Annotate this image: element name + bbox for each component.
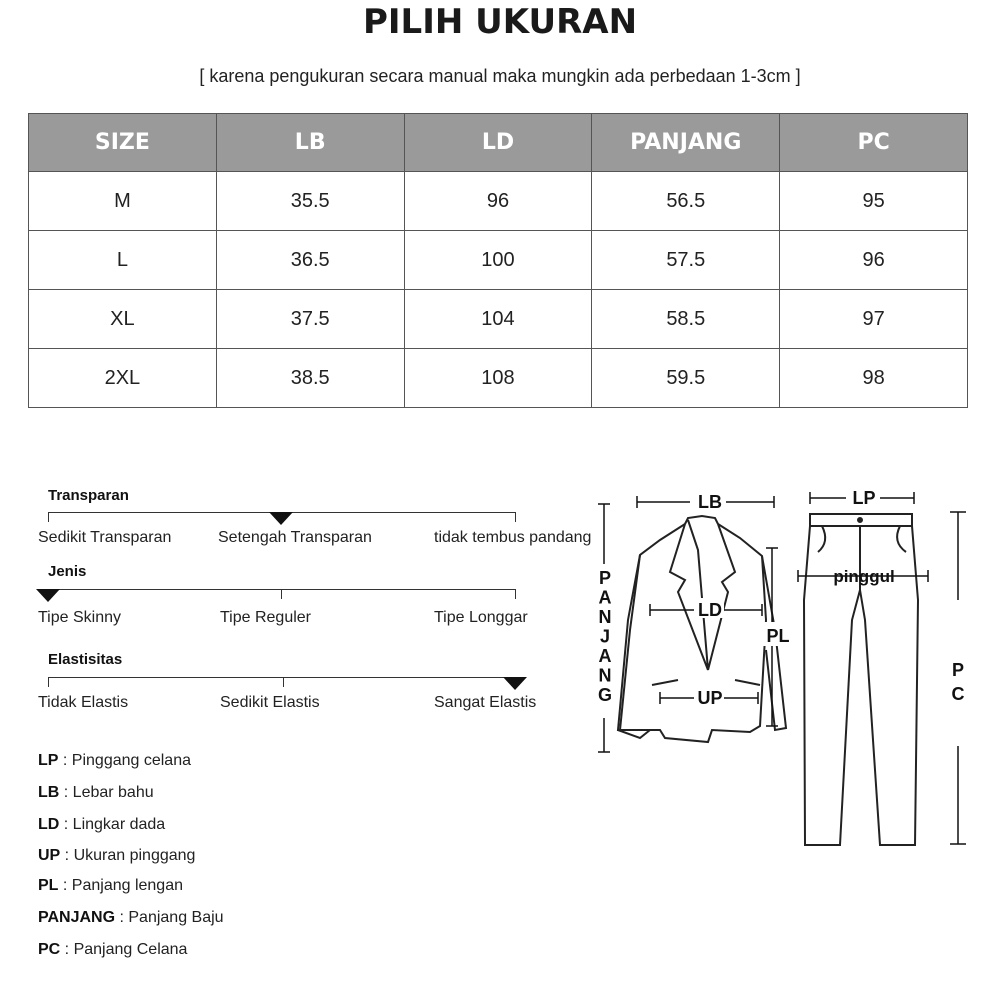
table-cell: 56.5 (592, 172, 780, 231)
table-cell: 36.5 (216, 231, 404, 290)
scale-line (48, 677, 516, 678)
table-cell: 37.5 (216, 290, 404, 349)
table-cell: 96 (780, 231, 968, 290)
scale-label: Tipe Reguler (220, 609, 312, 626)
table-cell: M (29, 172, 217, 231)
table-cell: 35.5 (216, 172, 404, 231)
scale-tick (515, 589, 516, 599)
scale-line (48, 589, 516, 590)
table-row (29, 349, 968, 408)
page-title: PILIH UKURAN (362, 2, 638, 42)
legend-desc: : Panjang Baju (115, 909, 224, 926)
up-label: UP (697, 688, 723, 708)
pants-outline (804, 514, 918, 845)
legend-desc: : Pinggang celana (58, 752, 191, 769)
legend-item (38, 877, 183, 895)
header-ld: LD (404, 114, 592, 172)
pinggul-label: pinggul (833, 567, 895, 586)
legend-desc: : Lingkar dada (59, 816, 166, 833)
legend-abbr: PANJANG (38, 909, 116, 926)
lp-label: LP (852, 488, 876, 508)
scale-tick (281, 589, 282, 599)
lb-label: LB (698, 492, 722, 512)
legend-item (38, 784, 154, 802)
header-size: SIZE (29, 114, 217, 172)
scale-label: tidak tembus pandang (434, 529, 592, 546)
table-cell: 57.5 (592, 231, 780, 290)
legend-item (38, 847, 195, 865)
table-cell: 95 (780, 172, 968, 231)
scale-label: Tipe Longgar (434, 609, 528, 626)
header-panjang: PANJANG (592, 114, 780, 172)
size-table (28, 113, 968, 408)
legend-item (38, 941, 187, 959)
table-row (29, 172, 968, 231)
table-header-row (29, 114, 968, 172)
table-cell: XL (29, 290, 217, 349)
scale-label: Setengah Transparan (218, 529, 372, 546)
measurement-diagram (590, 480, 990, 870)
scale-tick (515, 512, 516, 522)
legend-item (38, 752, 191, 770)
scale-marker (503, 677, 527, 690)
table-cell: 108 (404, 349, 592, 408)
scale-tick (283, 677, 284, 687)
pl-label: PL (766, 626, 790, 646)
scale-title: Jenis (48, 563, 87, 580)
scale-marker (36, 589, 60, 602)
scale-label: Sangat Elastis (434, 694, 537, 711)
legend-abbr: LD (38, 816, 60, 833)
legend-abbr: PC (38, 941, 61, 958)
table-cell: 96 (404, 172, 592, 231)
legend-item (38, 816, 165, 834)
table-cell: 97 (780, 290, 968, 349)
legend-desc: : Lebar bahu (59, 784, 154, 801)
scale-label: Tipe Skinny (38, 609, 121, 626)
legend-abbr: LP (38, 752, 59, 769)
scale-label: Sedikit Elastis (220, 694, 320, 711)
legend-abbr: LB (38, 784, 60, 801)
pc-label: P C (951, 660, 965, 704)
measurement-note: [ karena pengukuran secara manual maka mungkin ada perbedaan 1-3cm ] (199, 66, 801, 86)
scale-title: Transparan (48, 487, 129, 504)
table-cell: 104 (404, 290, 592, 349)
scale-tick (48, 677, 49, 687)
table-cell: 38.5 (216, 349, 404, 408)
scale-label: Sedikit Transparan (38, 529, 172, 546)
table-cell: 2XL (29, 349, 217, 408)
legend-item (38, 909, 224, 927)
legend-desc: : Ukuran pinggang (60, 847, 196, 864)
table-cell: 98 (780, 349, 968, 408)
legend-desc: : Panjang lengan (58, 877, 183, 894)
panjang-label: P A N J A N G (597, 568, 613, 705)
header-pc: PC (780, 114, 968, 172)
table-cell: L (29, 231, 217, 290)
table-row (29, 231, 968, 290)
scale-tick (48, 512, 49, 522)
table-cell: 59.5 (592, 349, 780, 408)
header-lb: LB (216, 114, 404, 172)
scale-marker (269, 512, 293, 525)
table-row (29, 290, 968, 349)
scale-label: Tidak Elastis (38, 694, 129, 711)
legend-desc: : Panjang Celana (60, 941, 188, 958)
legend-abbr: UP (38, 847, 61, 864)
ld-label: LD (698, 600, 722, 620)
table-cell: 58.5 (592, 290, 780, 349)
scale-title: Elastisitas (48, 651, 123, 668)
table-cell: 100 (404, 231, 592, 290)
legend-abbr: PL (38, 877, 59, 894)
